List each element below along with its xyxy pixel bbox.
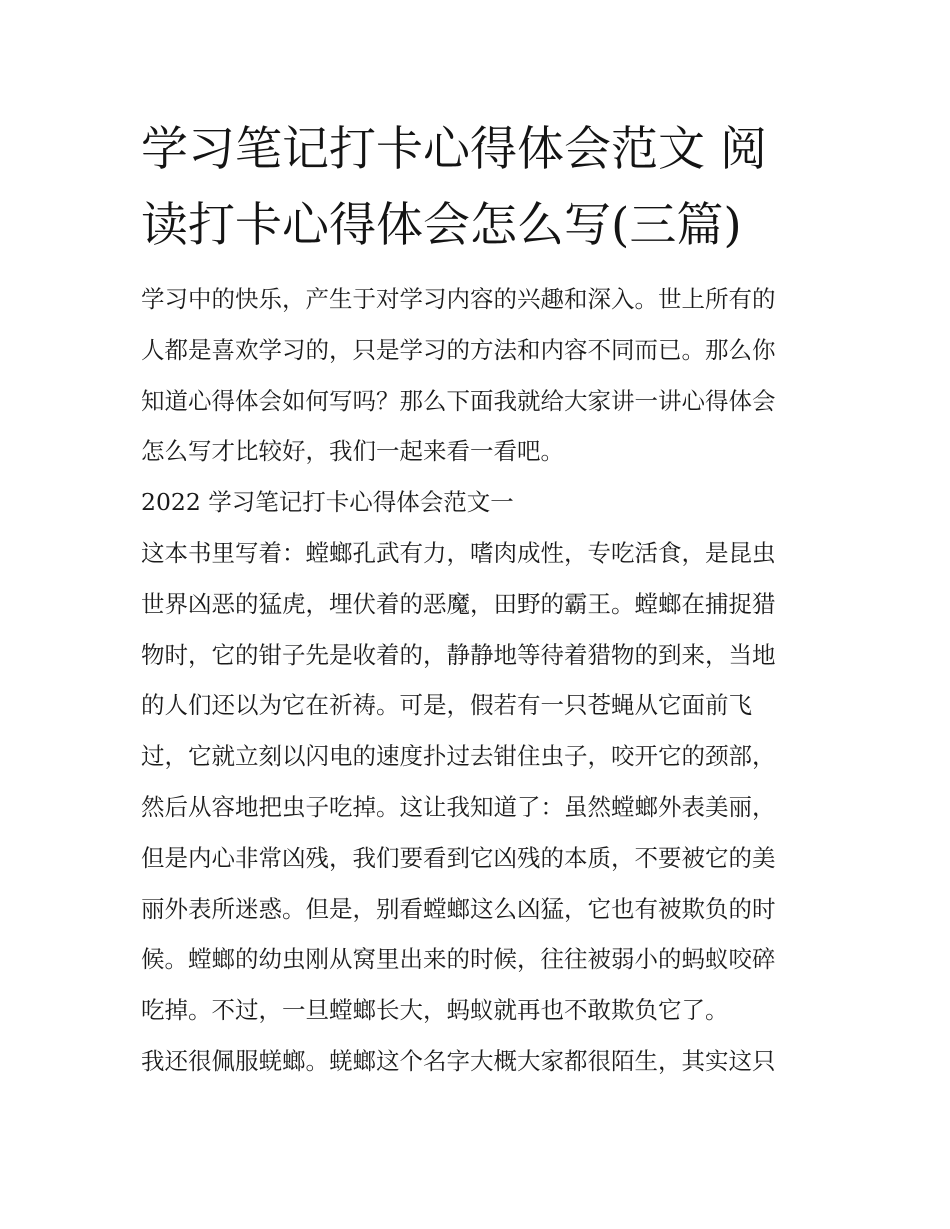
text-line: 我还很佩服蜣螂。蜣螂这个名字大概大家都很陌生，其实这只 bbox=[141, 1046, 776, 1075]
text-line: 世界凶恶的猛虎，埋伏着的恶魔，田野的霸王。螳螂在捕捉猎 bbox=[141, 589, 776, 618]
title-line: 学习笔记打卡心得体会范文 阅 bbox=[141, 122, 767, 177]
section-heading: 2022 学习笔记打卡心得体会范文一 bbox=[141, 488, 514, 517]
text-line: 这本书里写着：螳螂孔武有力，嗜肉成性，专吃活食，是昆虫 bbox=[141, 538, 776, 567]
document-body bbox=[141, 274, 813, 1087]
text-line: 学习中的快乐，产生于对学习内容的兴趣和深入。世上所有的 bbox=[141, 285, 776, 313]
text-line: 人都是喜欢学习的，只是学习的方法和内容不同而已。那么你 bbox=[141, 335, 776, 364]
text-line: 丽外表所迷惑。但是，别看螳螂这么凶猛，它也有被欺负的时 bbox=[141, 894, 776, 923]
text-line: 物时，它的钳子先是收着的，静静地等待着猎物的到来，当地 bbox=[141, 640, 776, 669]
text-line: 知道心得体会如何写吗？那么下面我就给大家讲一讲心得体会 bbox=[141, 386, 776, 415]
text-line: 候。螳螂的幼虫刚从窝里出来的时候，往往被弱小的蚂蚁咬碎 bbox=[141, 945, 776, 974]
intro-paragraph bbox=[141, 274, 813, 477]
text-line: 怎么写才比较好，我们一起来看一看吧。 bbox=[141, 437, 564, 466]
document-content bbox=[141, 112, 813, 1087]
text-line: 过，它就立刻以闪电的速度扑过去钳住虫子，咬开它的颈部， bbox=[141, 742, 776, 771]
text-line: 的人们还以为它在祈祷。可是，假若有一只苍蝇从它面前飞 bbox=[141, 691, 752, 720]
text-line: 然后从容地把虫子吃掉。这让我知道了：虽然螳螂外表美丽， bbox=[141, 792, 776, 821]
body-paragraph-1 bbox=[141, 528, 813, 1036]
title-line: 读打卡心得体会怎么写(三篇) bbox=[141, 198, 742, 253]
text-line: 但是内心非常凶残，我们要看到它凶残的本质，不要被它的美 bbox=[141, 843, 776, 872]
document-title bbox=[141, 112, 813, 264]
body-paragraph-2 bbox=[141, 1036, 813, 1087]
text-line: 吃掉。不过，一旦螳螂长大，蚂蚁就再也不敢欺负它了。 bbox=[141, 996, 729, 1025]
